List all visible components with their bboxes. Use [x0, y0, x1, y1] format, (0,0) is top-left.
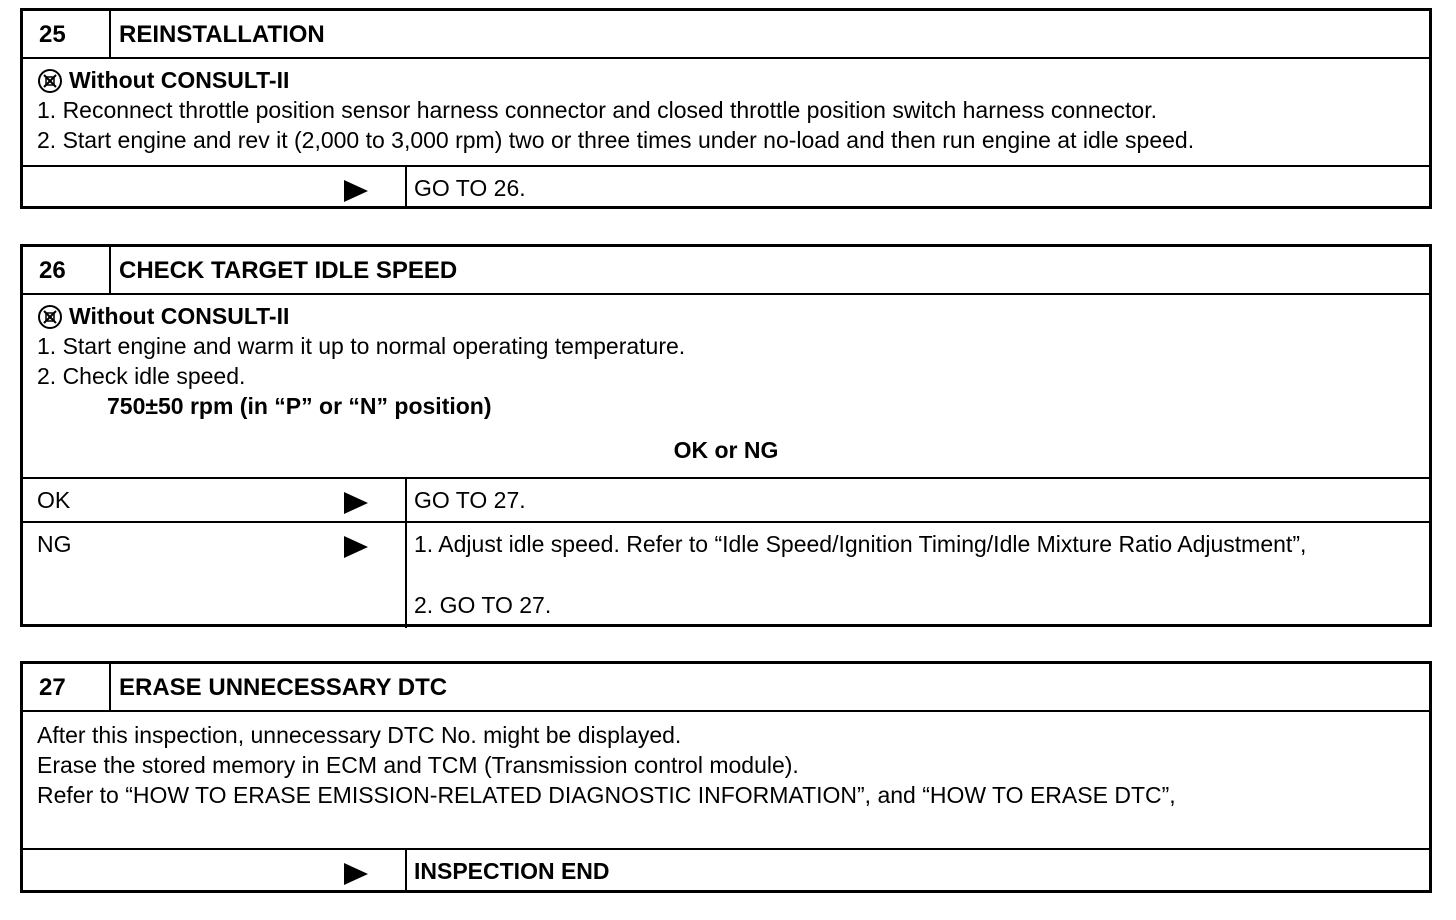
ok-or-ng-label: OK or NG: [673, 437, 779, 463]
step-title: REINSTALLATION: [119, 21, 325, 48]
result-row: [23, 165, 1429, 208]
crossed-circle-icon: [37, 68, 63, 94]
crossed-circle-icon: [37, 304, 63, 330]
step-title: CHECK TARGET IDLE SPEED: [119, 257, 458, 284]
instruction-line: 2. Check idle speed.: [37, 363, 246, 389]
instruction-line: 1. Start engine and warm it up to normal operating temperature.: [37, 333, 686, 359]
right-triangle-arrow-icon: [344, 492, 368, 514]
step-26: [20, 244, 1432, 627]
result-action: GO TO 26.: [414, 175, 526, 201]
step-header: [23, 11, 1429, 59]
result-action: [407, 523, 1429, 628]
ng-action-1: 1. Adjust idle speed. Refer to “Idle Speed/Ignition Timing/Idle Mixture Ratio Adjustment”,: [414, 531, 1307, 557]
step-title: ERASE UNNECESSARY DTC: [119, 674, 448, 701]
idle-speed-spec: 750±50 rpm (in “P” or “N” position): [107, 393, 492, 419]
step-25: [20, 8, 1432, 209]
result-label: OK: [37, 487, 71, 513]
step-body: [23, 712, 1429, 848]
result-row-ok: [23, 477, 1429, 521]
step-number: 25: [23, 11, 111, 57]
instruction-line: Refer to “HOW TO ERASE EMISSION-RELATED DIAGNOSTIC INFORMATION”, and “HOW TO ERASE DTC”,: [37, 782, 1176, 808]
right-triangle-arrow-icon: [344, 180, 368, 202]
result-row-ng: [23, 521, 1429, 628]
step-header: [23, 664, 1429, 712]
result-condition: [23, 167, 407, 208]
result-row: [23, 848, 1429, 890]
step-header: [23, 247, 1429, 295]
instruction-line: After this inspection, unnecessary DTC No. might be displayed.: [37, 722, 682, 748]
right-triangle-arrow-icon: [344, 863, 368, 885]
step-number: 27: [23, 664, 111, 710]
step-body: [23, 59, 1429, 165]
mode-label: Without CONSULT-II: [69, 303, 290, 329]
result-condition: [23, 523, 407, 628]
result-condition: [23, 850, 407, 890]
mode-line: [37, 65, 1429, 95]
result-action: INSPECTION END: [414, 858, 610, 884]
step-27: [20, 661, 1432, 893]
instruction-line: Erase the stored memory in ECM and TCM (Transmission control module).: [37, 752, 799, 778]
ng-action-2: 2. GO TO 27.: [414, 592, 552, 618]
result-condition: [23, 479, 407, 521]
mode-label: Without CONSULT-II: [69, 67, 290, 93]
instruction-line: 2. Start engine and rev it (2,000 to 3,000 rpm) two or three times under no-load and then run engine at idle speed.: [37, 127, 1195, 153]
mode-line: [37, 301, 1429, 331]
step-number: 26: [23, 247, 111, 293]
result-action: GO TO 27.: [414, 487, 526, 513]
step-body: [23, 295, 1429, 477]
result-label: NG: [37, 531, 72, 557]
right-triangle-arrow-icon: [344, 536, 368, 558]
instruction-line: 1. Reconnect throttle position sensor harness connector and closed throttle position switch harness connector.: [37, 97, 1157, 123]
